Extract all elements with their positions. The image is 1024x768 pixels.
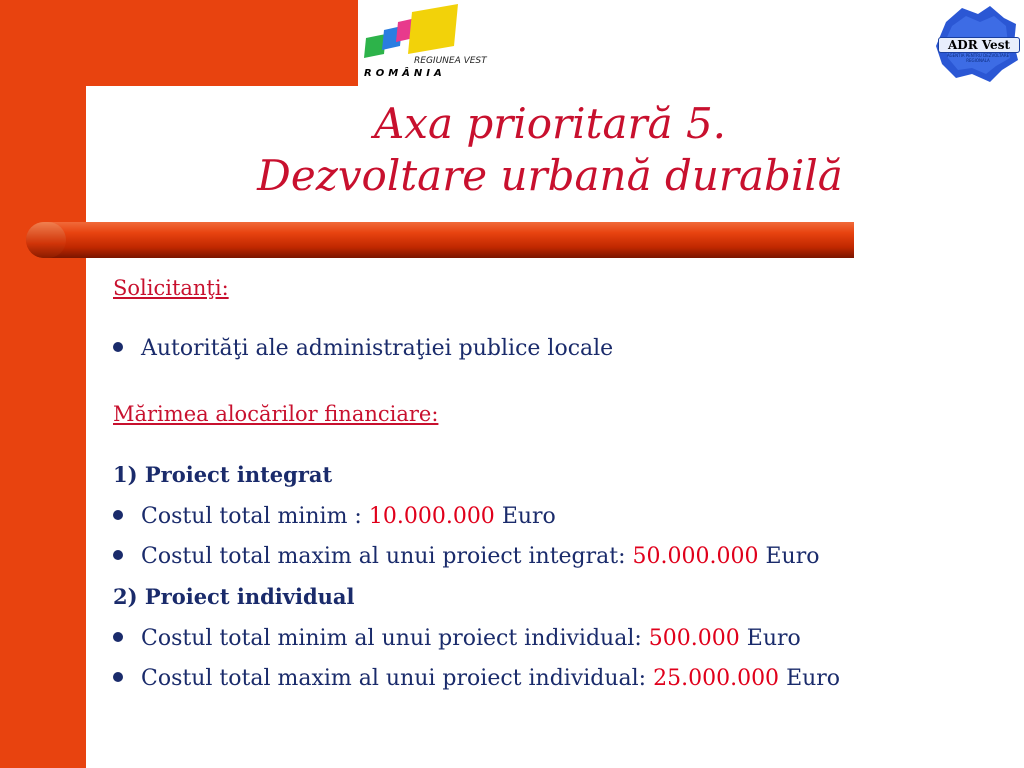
p1-max-cost-item	[113, 544, 820, 569]
country-name: ROMÂNIA	[364, 68, 446, 79]
p2-min-label: Costul total minim al unui proiect individual:	[141, 626, 649, 651]
bullet-icon	[113, 550, 123, 560]
p1-max-value: 50.000.000	[632, 544, 759, 569]
p2-min-cost-item	[113, 626, 801, 651]
region-name: REGIUNEA VEST	[414, 56, 487, 66]
applicants-item-text: Autorităţi ale administraţiei publice locale	[141, 336, 614, 361]
p2-max-label: Costul total maxim al unui proiect individual:	[141, 666, 654, 691]
p1-min-value: 10.000.000	[368, 504, 495, 529]
title-line-2: Dezvoltare urbană durabilă	[257, 151, 843, 200]
bullet-icon	[113, 632, 123, 642]
bullet-icon	[113, 510, 123, 520]
title-line-1: Axa prioritară 5.	[373, 99, 727, 148]
title-divider-bar	[26, 222, 854, 258]
project1-heading: 1) Proiect integrat	[113, 462, 333, 487]
currency-label: Euro	[746, 626, 801, 651]
p1-min-cost-item	[113, 504, 556, 529]
regiunea-vest-logo	[362, 4, 487, 82]
currency-label: Euro	[765, 544, 820, 569]
bullet-icon	[113, 342, 123, 352]
currency-label: Euro	[501, 504, 556, 529]
left-accent-bar	[0, 0, 86, 768]
top-accent-bar	[0, 0, 358, 86]
p2-max-value: 25.000.000	[653, 666, 780, 691]
p1-min-label: Costul total minim :	[141, 504, 369, 529]
adr-vest-subtitle: AGENTIA PENTRU DEZVOLTARE REGIONALA	[946, 53, 1010, 63]
adr-vest-label: ADR Vest	[938, 37, 1020, 53]
bullet-icon	[113, 672, 123, 682]
funding-heading: Mărimea alocărilor financiare:	[113, 402, 439, 426]
adr-vest-logo	[932, 4, 1020, 82]
p1-max-label: Costul total maxim al unui proiect integrat:	[141, 544, 633, 569]
title-divider-cap	[26, 222, 66, 258]
regiunea-vest-logo-icon	[362, 4, 482, 64]
page-title	[150, 98, 950, 202]
p2-min-value: 500.000	[648, 626, 740, 651]
applicants-heading: Solicitanţi:	[113, 276, 229, 300]
project2-heading: 2) Proiect individual	[113, 584, 355, 609]
currency-label: Euro	[786, 666, 841, 691]
p2-max-cost-item	[113, 666, 840, 691]
applicants-list-item	[113, 336, 613, 361]
